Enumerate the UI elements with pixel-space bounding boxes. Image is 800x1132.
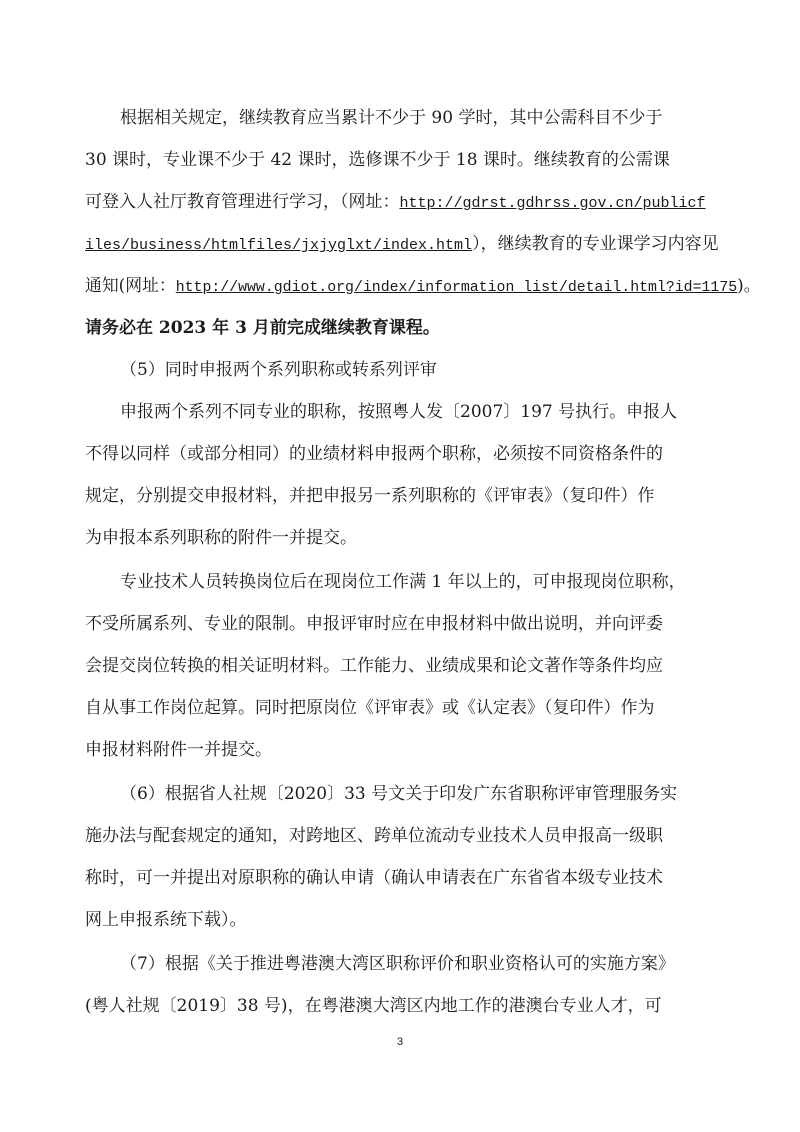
para2-line1: 申报两个系列不同专业的职称，按照粤人发〔2007〕197 号执行。申报人 bbox=[120, 402, 678, 422]
para1-line1: 根据相关规定，继续教育应当累计不少于 90 学时，其中公需科目不少于 bbox=[120, 108, 663, 128]
para1-line2: 30 课时，专业课不少于 42 课时，选修课不少于 18 课时。继续教育的公需课 bbox=[85, 150, 670, 170]
para1-line4-text: ），继续教育的专业课学习内容见 bbox=[472, 234, 719, 254]
gdiot-url-link[interactable]: http://www.gdiot.org/index/information_list/detail.html?id=1175 bbox=[175, 279, 738, 296]
para2-line2: 不得以同样（或部分相同）的业绩材料申报两个职称，必须按不同资格条件的 bbox=[85, 444, 663, 464]
para1-line3 bbox=[85, 190, 706, 214]
page-number: 3 bbox=[396, 1036, 404, 1048]
section-heading-5: （5）同时申报两个系列职称或转系列评审 bbox=[120, 360, 437, 380]
para5-line1: （7）根据《关于推进粤港澳大湾区职称评价和职业资格认可的实施方案》 bbox=[120, 954, 675, 974]
para1-line3-text: 可登入人社厅教育管理进行学习，（网址： bbox=[85, 192, 400, 212]
para4-line4: 网上申报系统下载）。 bbox=[85, 910, 247, 930]
para5-line2: (粤人社规〔2019〕38 号)，在粤港澳大湾区内地工作的港澳台专业人才，可 bbox=[85, 996, 662, 1016]
para3-line2: 不受所属系列、专业的限制。申报评审时应在申报材料中做出说明，并向评委 bbox=[85, 614, 663, 634]
para1-line5-end: )。 bbox=[737, 276, 761, 296]
deadline-notice: 请务必在 2023 年 3 月前完成继续教育课程。 bbox=[85, 318, 440, 338]
para2-line4: 为申报本系列职称的附件一并提交。 bbox=[85, 528, 357, 548]
para1-line4 bbox=[85, 232, 719, 256]
para3-line5: 申报材料附件一并提交。 bbox=[85, 740, 272, 760]
para1-line5 bbox=[85, 274, 761, 298]
para4-line1: （6）根据省人社规〔2020〕33 号文关于印发广东省职称评审管理服务实 bbox=[120, 784, 678, 804]
para3-line4: 自从事工作岗位起算。同时把原岗位《评审表》或《认定表》（复印件）作为 bbox=[85, 698, 655, 718]
para2-line3: 规定，分别提交申报材料，并把申报另一系列职称的《评审表》（复印件）作 bbox=[85, 486, 655, 506]
gdrst-url-link-part1[interactable]: http://gdrst.gdhrss.gov.cn/publicf bbox=[399, 195, 706, 212]
para3-line1: 专业技术人员转换岗位后在现岗位工作满 1 年以上的，可申报现岗位职称， bbox=[120, 572, 686, 592]
gdrst-url-link-part2[interactable]: iles/business/htmlfiles/jxjyglxt/index.html bbox=[85, 237, 473, 254]
para4-line2: 施办法与配套规定的通知，对跨地区、跨单位流动专业技术人员申报高一级职 bbox=[85, 826, 663, 846]
para3-line3: 会提交岗位转换的相关证明材料。工作能力、业绩成果和论文著作等条件均应 bbox=[85, 656, 663, 676]
para1-line5-text: 通知(网址： bbox=[85, 276, 176, 296]
para4-line3: 称时，可一并提出对原职称的确认申请（确认申请表在广东省省本级专业技术 bbox=[85, 868, 663, 888]
